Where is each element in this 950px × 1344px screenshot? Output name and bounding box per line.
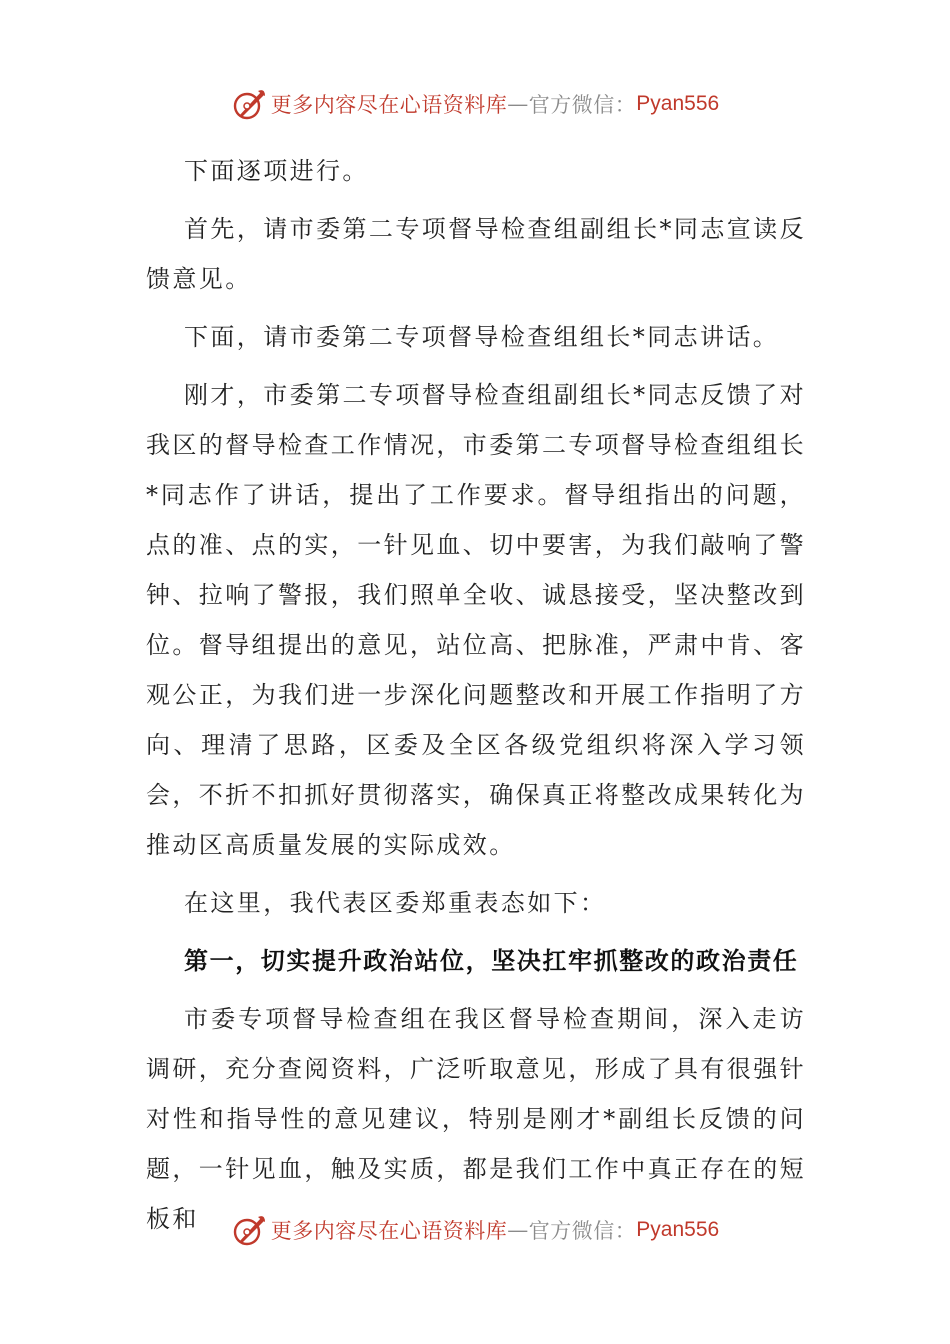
banner-dash: — (507, 1218, 529, 1242)
banner-slogan: 更多内容尽在心语资料库 (270, 1219, 508, 1243)
paragraph: 下面，请市委第二专项督导检查组组长*同志讲话。 (184, 323, 780, 351)
quill-logo-icon (231, 86, 267, 122)
banner-wechat-label: 官方微信： (528, 93, 637, 117)
paragraph: 刚才，市委第二专项督导检查组副组长*同志反馈了对我区的督导检查工作情况，市委第二专项督导检查组组长*同志作了讲话，提出了工作要求。督导组指出的问题，点的准、点的实，一针见血、切中要害，为我们敲响了警钟、拉响了警报，我们照单全收、诚恳接受，坚决整改到位。督导组提出的意见，站位高、把脉准，严肃中肯、客观公正，为我们进一步深化问题整改和开展工作指明了方向、理清了思路，区委及全区各级党组织将深入学习领会，不折不扣抓好贯彻落实，确保真正将整改成果转化为推动区高质量发展的实际成效。 (146, 381, 806, 859)
paragraph: 首先，请市委第二专项督导检查组副组长*同志宣读反馈意见。 (146, 215, 806, 293)
quill-logo-icon (231, 1212, 267, 1248)
paragraph: 在这里，我代表区委郑重表态如下： (184, 889, 607, 917)
banner-dash: — (507, 92, 529, 116)
banner-slogan: 更多内容尽在心语资料库 (270, 93, 508, 117)
banner-account: Pyan556 (636, 92, 720, 115)
document-body (146, 146, 806, 1252)
header-banner (0, 84, 950, 124)
banner-wechat-label: 官方微信： (528, 1219, 637, 1243)
banner-account: Pyan556 (636, 1218, 720, 1241)
paragraph: 下面逐项进行。 (184, 157, 369, 185)
footer-banner (0, 1210, 950, 1250)
paragraph: 市委专项督导检查组在我区督导检查期间，深入走访调研，充分查阅资料，广泛听取意见，形成了具有很强针对性和指导性的意见建议，特别是刚才*副组长反馈的问题，一针见血，触及实质，都是我们工作中真正存在的短板和 (146, 1005, 806, 1233)
section-heading: 第一，切实提升政治站位，坚决扛牢抓整改的政治责任 (184, 947, 799, 975)
